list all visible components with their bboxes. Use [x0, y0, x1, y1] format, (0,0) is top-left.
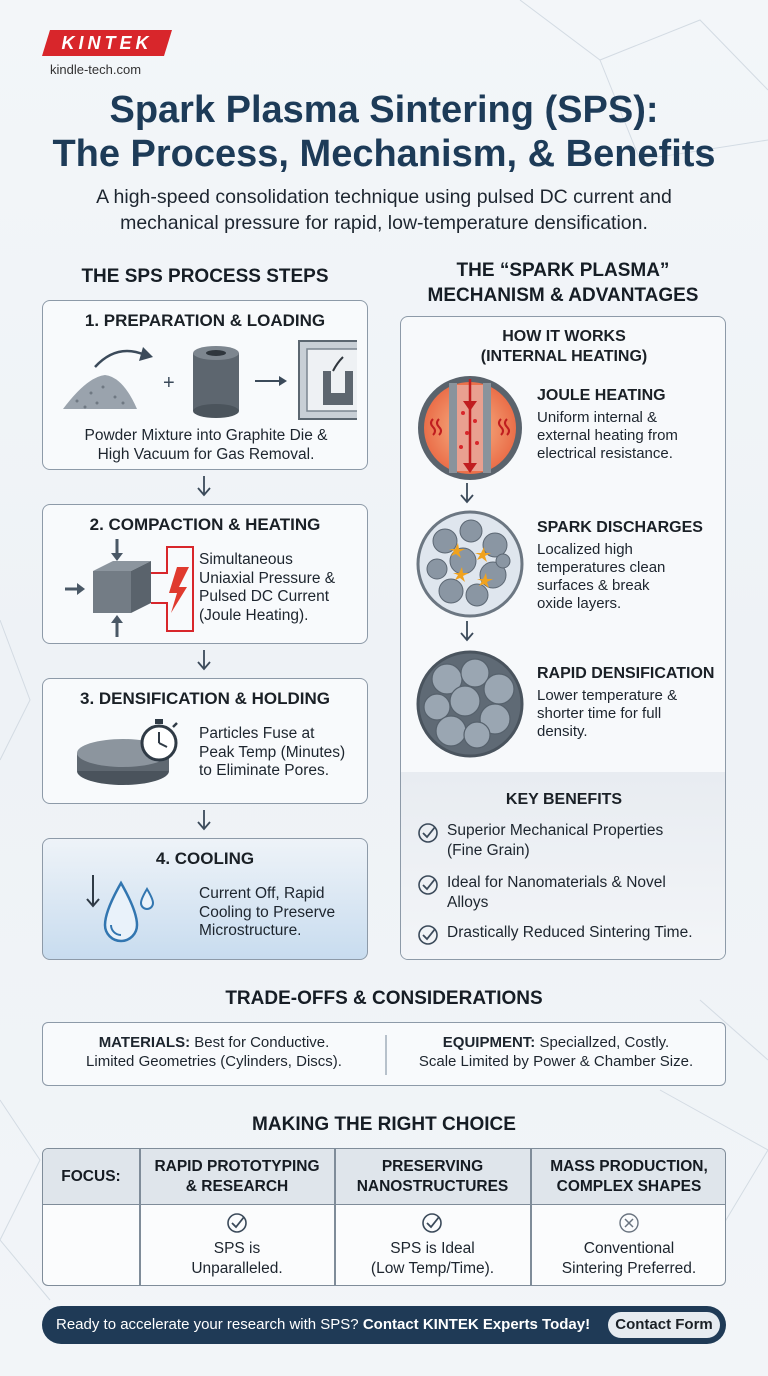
how-heading-line: (INTERNAL HEATING) — [480, 348, 648, 365]
step-description — [199, 885, 369, 941]
mechanism-line: density. — [537, 723, 588, 740]
column-value — [335, 1239, 530, 1279]
mechanism-line: surfaces & break — [537, 577, 650, 594]
step-title: 3. DENSIFICATION & HOLDING — [80, 689, 330, 708]
cta-emphasis: Contact KINTEK Experts Today! — [362, 1316, 591, 1333]
step-line: Microstructure. — [199, 922, 302, 939]
mechanism-card — [400, 316, 726, 960]
process-heading: THE SPS PROCESS STEPS — [81, 266, 329, 287]
step-line: to Eliminate Pores. — [199, 762, 330, 779]
step-line: (Joule Heating). — [199, 606, 309, 624]
step-line: Cooling to Preserve — [199, 903, 336, 921]
mechanism-line: Lower temperature & — [537, 687, 678, 704]
step-card-cooling — [42, 838, 368, 960]
check-circle-icon — [421, 1212, 443, 1234]
benefit-item — [417, 821, 717, 861]
how-it-works-heading — [401, 327, 726, 367]
joule-heating-icon — [415, 373, 525, 483]
tradeoff-label: MATERIALS: — [98, 1034, 191, 1051]
benefit-item — [417, 923, 717, 946]
tradeoff-text: Scale Limited by Power & Chamber Size. — [418, 1052, 694, 1070]
tradeoff-label: EQUIPMENT: — [442, 1034, 536, 1051]
step-description — [43, 427, 369, 464]
step-card-preparation — [42, 300, 368, 470]
tradeoffs-box — [42, 1022, 726, 1086]
mechanism-item-title: SPARK DISCHARGES — [537, 519, 703, 536]
focus-label: FOCUS: — [61, 1168, 121, 1185]
mechanism-item-text — [537, 409, 723, 463]
step-line: Uniaxial Pressure & — [199, 569, 336, 587]
tradeoff-text: Limited Geometries (Cylinders, Discs). — [86, 1052, 342, 1070]
cta-banner — [42, 1306, 726, 1344]
choice-heading: MAKING THE RIGHT CHOICE — [252, 1114, 516, 1135]
x-circle-icon — [618, 1212, 640, 1234]
check-circle-icon — [417, 874, 439, 896]
contact-form-button[interactable]: Contact Form — [608, 1312, 720, 1338]
arrow-down-icon — [196, 810, 212, 832]
title-line-1: Spark Plasma Sintering (SPS): — [109, 89, 659, 131]
column-header-line: PRESERVING — [381, 1158, 484, 1175]
mechanism-item-text — [537, 541, 723, 613]
cta-text — [56, 1316, 590, 1333]
cta-lead: Ready to accelerate your research with SPS? — [56, 1316, 363, 1333]
benefit-line: Superior Mechanical Properties — [447, 822, 664, 839]
tradeoffs-heading: TRADE-OFFS & CONSIDERATIONS — [225, 988, 543, 1009]
page-title — [0, 88, 768, 176]
pressure-current-cube-icon — [63, 537, 203, 641]
how-heading-line: HOW IT WORKS — [502, 328, 626, 345]
column-value-line: Unparalleled. — [191, 1260, 283, 1277]
subtitle-line-2: mechanical pressure for rapid, low-temperature densification. — [120, 212, 648, 234]
column-value-line: SPS is Ideal — [390, 1240, 475, 1257]
arrow-down-icon — [196, 650, 212, 672]
benefit-text — [447, 821, 663, 861]
step-title: 1. PREPARATION & LOADING — [84, 311, 326, 330]
disc-stopwatch-icon — [73, 715, 193, 797]
step-line: Peak Temp (Minutes) — [199, 743, 346, 761]
mechanism-line: Localized high — [537, 541, 633, 558]
tradeoff-text: Speciallzed, Costly. — [535, 1034, 670, 1051]
step-description — [199, 551, 369, 625]
mechanism-line: electrical resistance. — [537, 445, 673, 462]
step-line: Pulsed DC Current — [199, 588, 330, 605]
column-header — [140, 1157, 334, 1197]
step-line: Particles Fuse at — [199, 725, 315, 742]
step-description — [199, 725, 369, 781]
logo-wordmark: KINTEK — [61, 32, 153, 53]
title-line-2: The Process, Mechanism, & Benefits — [52, 133, 716, 175]
plus-sign: + — [163, 372, 175, 394]
spark-discharge-icon — [415, 509, 525, 619]
column-header — [335, 1157, 530, 1197]
subtitle-line-1: A high-speed consolidation technique using pulsed DC current and — [96, 186, 672, 208]
column-header-line: MASS PRODUCTION, — [550, 1158, 708, 1175]
step-line: High Vacuum for Gas Removal. — [97, 445, 315, 463]
tradeoff-materials — [43, 1034, 385, 1071]
mechanism-line: shorter time for full — [537, 705, 662, 722]
tradeoff-text: Best for Conductive. — [190, 1034, 330, 1051]
benefit-line: Alloys — [447, 894, 489, 911]
choice-table — [42, 1148, 726, 1286]
check-circle-icon — [226, 1212, 248, 1234]
water-drop-icon — [83, 869, 163, 949]
step-card-compaction — [42, 504, 368, 644]
powder-die-vacuum-icon — [57, 337, 357, 423]
column-value-line: Sintering Preferred. — [561, 1260, 697, 1277]
tradeoff-equipment — [385, 1034, 727, 1071]
column-header — [531, 1157, 726, 1197]
check-circle-icon — [417, 822, 439, 844]
page-subtitle — [40, 184, 728, 236]
step-card-densification — [42, 678, 368, 804]
benefit-item — [417, 873, 717, 913]
mechanism-heading — [400, 258, 726, 308]
benefit-line: Ideal for Nanomaterials & Novel — [447, 874, 666, 891]
column-header-line: RAPID PROTOTYPING — [154, 1158, 320, 1175]
densification-icon — [415, 649, 525, 759]
benefit-text — [447, 923, 693, 943]
mechanism-line: temperatures clean — [537, 559, 666, 576]
step-title: 2. COMPACTION & HEATING — [89, 515, 321, 534]
step-title: 4. COOLING — [155, 849, 255, 868]
step-line: Simultaneous — [199, 551, 293, 568]
column-value — [140, 1239, 334, 1279]
step-line: Powder Mixture into Graphite Die & — [84, 427, 328, 444]
column-value-line: SPS is — [213, 1240, 261, 1257]
benefit-text — [447, 873, 666, 913]
arrow-down-icon — [459, 619, 475, 645]
mechanism-heading-line: MECHANISM & ADVANTAGES — [427, 285, 699, 306]
column-value-line: (Low Temp/Time). — [370, 1260, 495, 1277]
benefit-line: (Fine Grain) — [447, 842, 530, 859]
arrow-down-icon — [459, 481, 475, 507]
mechanism-line: Uniform internal & — [537, 409, 658, 426]
check-circle-icon — [417, 924, 439, 946]
kintek-logo — [42, 30, 172, 56]
arrow-down-icon — [196, 476, 212, 498]
mechanism-heading-line: THE “SPARK PLASMA” — [456, 260, 670, 281]
benefit-line: Drastically Reduced Sintering Time. — [447, 924, 693, 941]
step-line: Current Off, Rapid — [199, 885, 325, 902]
mechanism-item-title: JOULE HEATING — [537, 387, 666, 404]
mechanism-item-title: RAPID DENSIFICATION — [537, 665, 715, 682]
key-benefits-heading: KEY BENEFITS — [505, 791, 623, 808]
column-value-line: Conventional — [583, 1240, 675, 1257]
column-value — [531, 1239, 726, 1279]
site-url: kindle-tech.com — [50, 62, 142, 77]
column-header-line: COMPLEX SHAPES — [556, 1178, 702, 1195]
column-header-line: & RESEARCH — [185, 1178, 289, 1195]
mechanism-item-text — [537, 687, 723, 741]
mechanism-line: oxide layers. — [537, 595, 622, 612]
mechanism-line: external heating from — [537, 427, 678, 444]
column-header-line: NANOSTRUCTURES — [356, 1178, 509, 1195]
